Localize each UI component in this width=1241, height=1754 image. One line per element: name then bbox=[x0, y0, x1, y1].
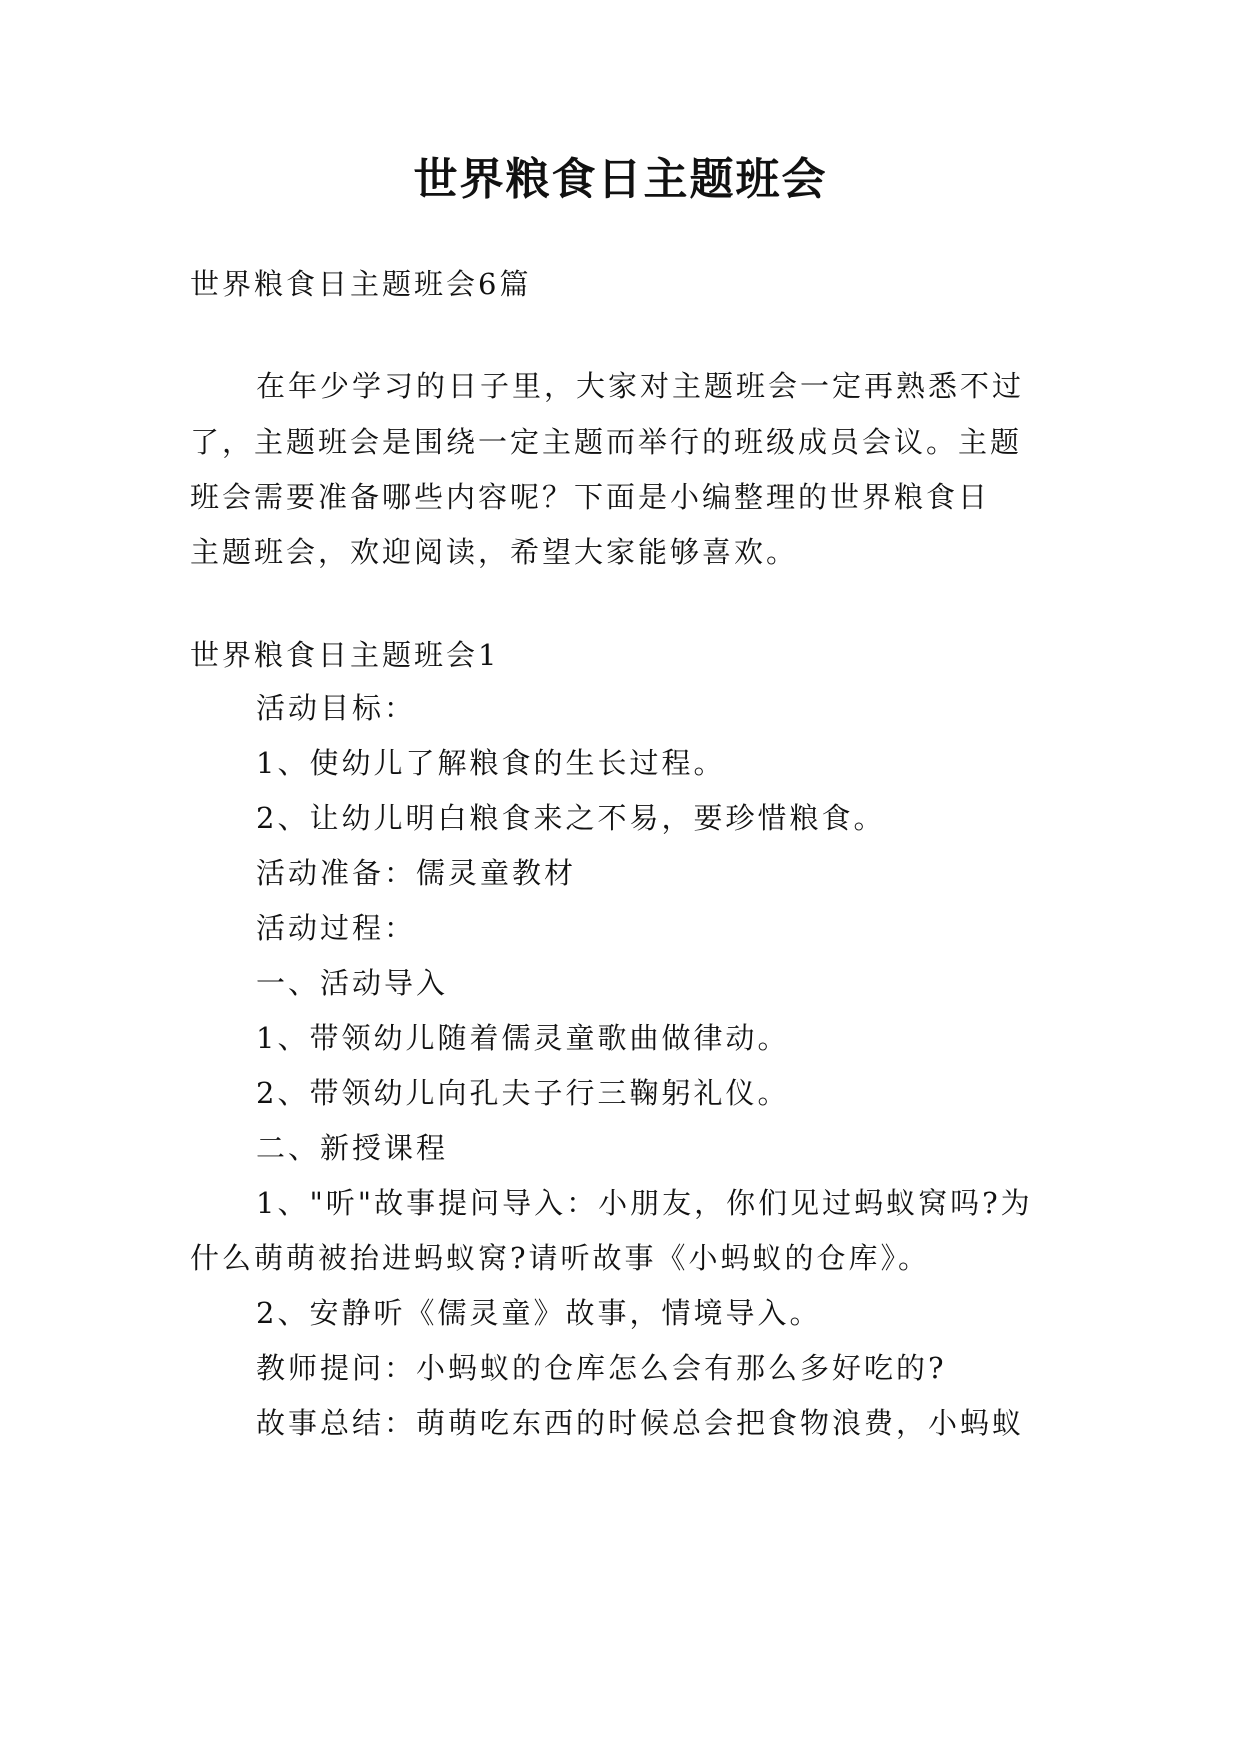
paragraph-line: 故事总结：萌萌吃东西的时候总会把食物浪费，小蚂蚁 bbox=[256, 1406, 1025, 1440]
paragraph-line: 活动过程： bbox=[256, 911, 417, 945]
section-heading: 世界粮食日主题班会1 bbox=[190, 638, 500, 672]
intro-line: 班会需要准备哪些内容呢？下面是小编整理的世界粮食日 bbox=[190, 480, 991, 514]
intro-line: 了，主题班会是围绕一定主题而举行的班级成员会议。主题 bbox=[190, 425, 1023, 459]
paragraph-line: 2、让幼儿明白粮食来之不易，要珍惜粮食。 bbox=[256, 801, 886, 835]
paragraph-line: 活动准备：儒灵童教材 bbox=[256, 856, 577, 890]
paragraph-line: 一、活动导入 bbox=[256, 966, 449, 1000]
paragraph-line: 活动目标： bbox=[256, 691, 417, 725]
paragraph-line: 1、带领幼儿随着儒灵童歌曲做律动。 bbox=[256, 1021, 790, 1055]
paragraph-line: 二、新授课程 bbox=[256, 1131, 449, 1165]
document-title: 世界粮食日主题班会 bbox=[413, 154, 828, 205]
paragraph-line: 1、"听"故事提问导入：小朋友，你们见过蚂蚁窝吗?为 bbox=[256, 1186, 1033, 1220]
intro-line: 在年少学习的日子里，大家对主题班会一定再熟悉不过 bbox=[256, 369, 1025, 403]
paragraph-line: 2、带领幼儿向孔夫子行三鞠躬礼仪。 bbox=[256, 1076, 790, 1110]
paragraph-line: 1、使幼儿了解粮食的生长过程。 bbox=[256, 746, 726, 780]
document-subtitle: 世界粮食日主题班会6篇 bbox=[190, 267, 532, 301]
paragraph-line: 什么萌萌被抬进蚂蚁窝?请听故事《小蚂蚁的仓库》。 bbox=[190, 1241, 931, 1275]
paragraph-line: 2、安静听《儒灵童》故事，情境导入。 bbox=[256, 1296, 822, 1330]
paragraph-line: 教师提问：小蚂蚁的仓库怎么会有那么多好吃的? bbox=[256, 1351, 947, 1385]
intro-line: 主题班会，欢迎阅读，希望大家能够喜欢。 bbox=[190, 535, 799, 569]
